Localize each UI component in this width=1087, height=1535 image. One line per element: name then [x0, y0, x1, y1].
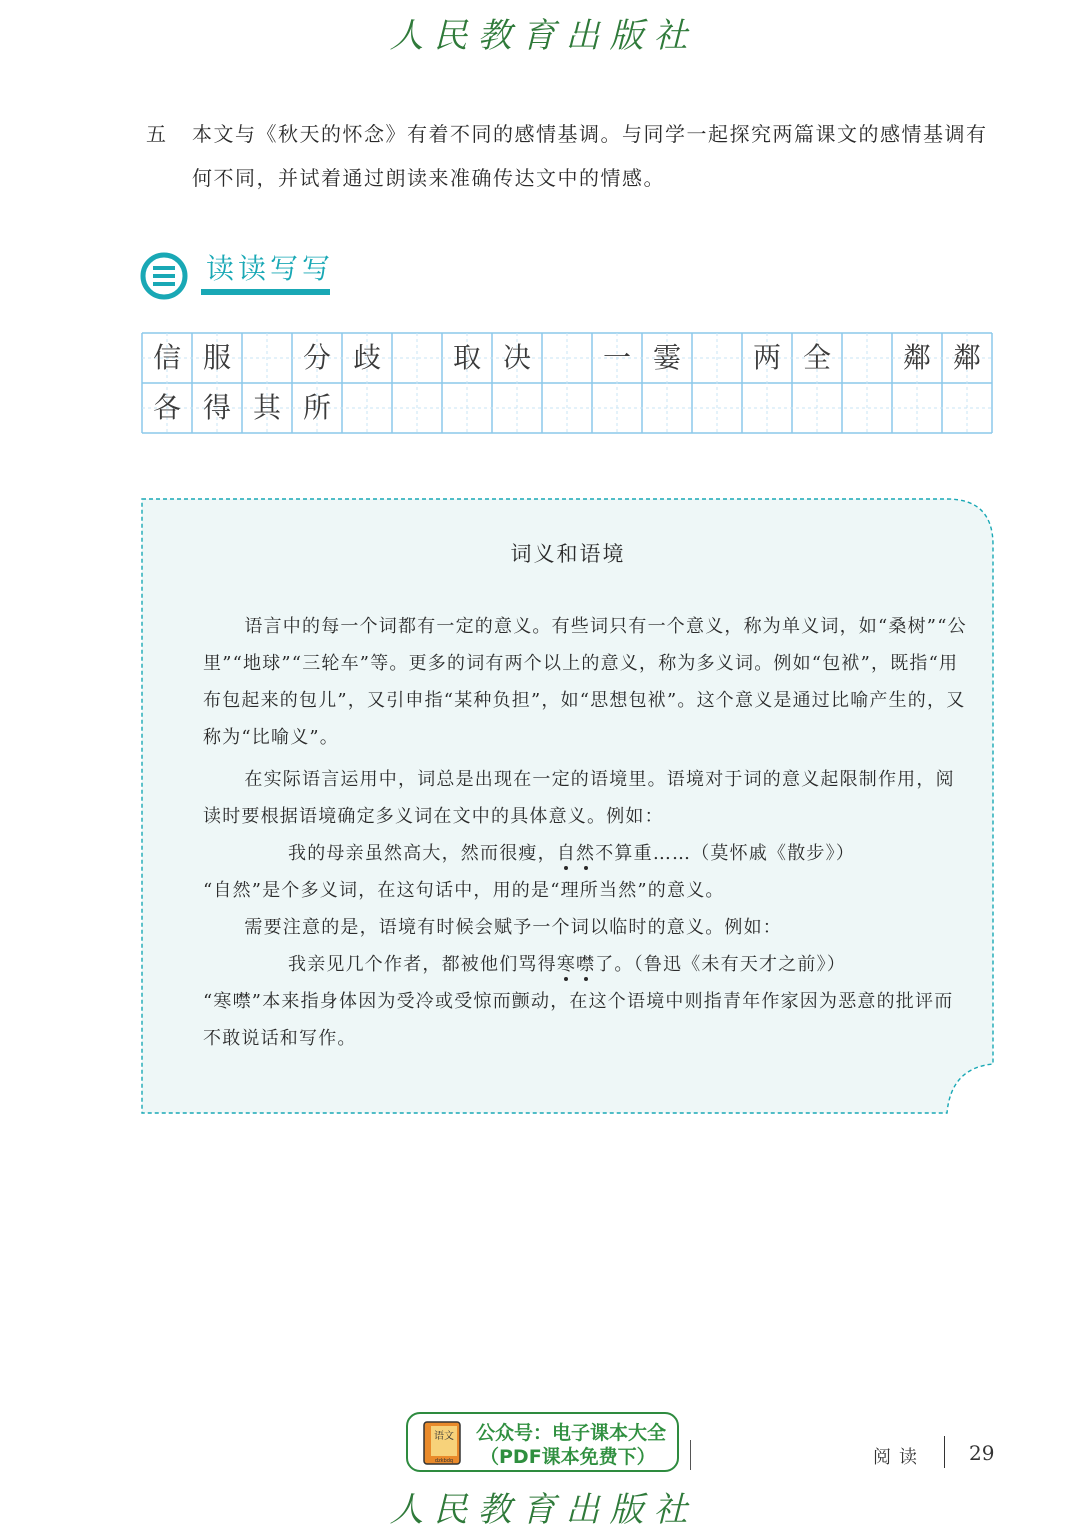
knowledge-title: 词义和语境 [510, 542, 626, 566]
knowledge-paragraph-3: “自然”是个多义词，在这句话中，用的是“理所当然”的意义。 [203, 880, 725, 901]
grid-character: 其 [252, 391, 281, 424]
emphasis-char: 寒 [556, 954, 577, 975]
example-quote-2 [203, 946, 1054, 983]
section-title: 读读写写 [206, 252, 335, 285]
footer-section-name: 阅读 [873, 1447, 925, 1468]
grid-character: 两 [752, 341, 781, 374]
publisher-footer: 人民教育出版社 [389, 1490, 698, 1530]
page-number: 29 [969, 1441, 995, 1465]
example-1-source: 不算重……（莫怀戚《散步》） [595, 843, 856, 864]
promo-badge[interactable] [406, 1412, 679, 1472]
question-text: 本文与《秋天的怀念》有着不同的感情基调。与同学一起探究两篇课文的感情基调有何不同，并试着通过朗读来准确传达文中的情感。 [192, 122, 988, 190]
emphasis-char: 自 [556, 843, 577, 864]
section-underline [201, 289, 330, 295]
knowledge-paragraph-1: 语言中的每一个词都有一定的意义。有些词只有一个意义，称为单义词，如“桑树”“公里”“地球”“三轮车”等。更多的词有两个以上的意义，称为多义词。例如“包袱”，既指“用布包起来的包儿”，又引申指“某种负担”，如“思想包袱”。这个意义是通过比喻产生的，又称为“比喻义”。 [203, 616, 967, 748]
knowledge-paragraph-2: 在实际语言运用中，词总是出现在一定的语境里。语境对于词的意义起限制作用，阅读时要根据语境确定多义词在文中的具体意义。例如： [203, 769, 955, 827]
example-2-source: 了。（鲁迅《未有天才之前》） [595, 954, 847, 975]
knowledge-paragraph-5: “寒噤”本来指身体因为受冷或受惊而颤动，在这个语境中则指青年作家因为恶意的批评而不敢说话和写作。 [203, 991, 954, 1049]
knowledge-box [141, 498, 995, 1114]
book-icon-caption: dzkbdq [434, 1458, 454, 1464]
example-1-text: 我的母亲虽然高大，然而很瘦， [288, 843, 557, 864]
question-number: 五 [146, 122, 168, 146]
question-five [146, 112, 1006, 200]
badge-line-1: 公众号：电子课本大全 [476, 1422, 667, 1444]
grid-character: 所 [302, 391, 331, 424]
grid-character: 分 [302, 341, 331, 374]
publisher-header: 人民教育出版社 [389, 16, 698, 56]
grid-character: 全 [802, 341, 831, 374]
grid-character: 服 [202, 341, 231, 374]
badge-line-2: （PDF课本免费下） [480, 1446, 656, 1468]
grid-character: 各 [152, 391, 181, 424]
emphasis-char: 然 [576, 843, 596, 864]
example-quote-1 [203, 835, 1054, 872]
grid-character: 取 [452, 341, 481, 374]
grid-character: 霎 [652, 341, 681, 374]
word-practice-grid [141, 332, 993, 434]
grid-character: 得 [202, 391, 231, 424]
badge-divider [690, 1440, 691, 1470]
grid-character: 歧 [352, 341, 381, 374]
grid-character: 一 [602, 341, 631, 374]
book-icon [422, 1420, 462, 1466]
example-2-text: 我亲见几个作者，都被他们骂得 [288, 954, 557, 975]
book-icon-label: 语文 [434, 1431, 454, 1442]
footer-divider [944, 1436, 945, 1468]
grid-character: 信 [152, 341, 181, 374]
grid-character: 鄰 [902, 341, 931, 374]
knowledge-paragraph-4: 需要注意的是，语境有时候会赋予一个词以临时的意义。例如： [244, 917, 782, 938]
emphasis-char: 噤 [576, 954, 596, 975]
grid-character: 鄰 [952, 341, 981, 374]
grid-character: 决 [502, 341, 531, 374]
list-lines-icon [140, 252, 188, 300]
